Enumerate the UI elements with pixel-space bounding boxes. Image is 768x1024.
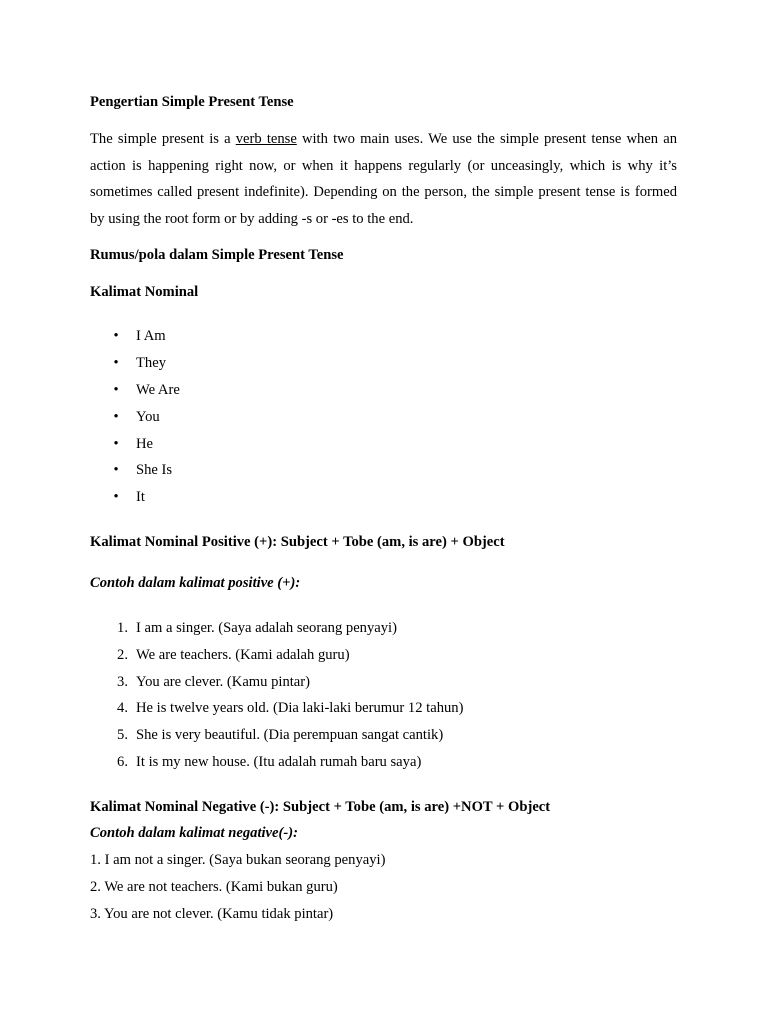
heading-kalimat-nominal: Kalimat Nominal (90, 284, 199, 300)
bullet-icon: • (113, 436, 119, 452)
bullet-icon: • (113, 462, 119, 478)
intro-text-rest: with two main uses. We use the simple present tense when an action is happening right now, or when it happens regularly (or unceasingly, which is why it’s sometimes called present indefinite). Depending on the person, the simple present tense is formed by using the root form or by adding -s or -es to the end. (90, 131, 677, 228)
item-number: 6. (117, 754, 128, 770)
negative-examples-heading: Contoh dalam kalimat negative(-): (90, 825, 298, 841)
bullet-icon: • (113, 355, 119, 371)
positive-formula: Kalimat Nominal Positive (+): Subject + Tobe (am, is are) + Object (90, 534, 505, 550)
example-sentence: You are clever. (Kamu pintar) (136, 674, 310, 690)
pronoun-label: I Am (136, 328, 166, 344)
pronoun-label: He (136, 436, 154, 452)
example-sentence: I am a singer. (Saya adalah seorang penyayi) (136, 620, 397, 636)
verb-tense-link[interactable]: verb tense (235, 131, 297, 147)
item-number: 3. (117, 674, 128, 690)
example-sentence: It is my new house. (Itu adalah rumah baru saya) (136, 754, 422, 770)
list-item: 1. I am not a singer. (Saya bukan seorang penyayi) (90, 852, 386, 868)
bullet-icon: • (113, 409, 119, 425)
positive-examples-heading: Contoh dalam kalimat positive (+): (90, 575, 301, 591)
item-number: 5. (117, 727, 128, 743)
pronoun-label: They (136, 355, 166, 371)
item-number: 4. (117, 700, 128, 716)
intro-paragraph (90, 126, 677, 233)
pronoun-label: We Are (136, 382, 180, 398)
page-title: Pengertian Simple Present Tense (90, 94, 294, 110)
bullet-icon: • (113, 382, 119, 398)
pronoun-label: You (136, 409, 160, 425)
intro-text-start: The simple present is a (90, 131, 236, 147)
pronoun-label: It (136, 489, 145, 505)
item-number: 2. (117, 647, 128, 663)
heading-rumus: Rumus/pola dalam Simple Present Tense (90, 247, 344, 263)
example-sentence: He is twelve years old. (Dia laki-laki berumur 12 tahun) (136, 700, 464, 716)
list-item: 2. We are not teachers. (Kami bukan guru) (90, 879, 338, 895)
list-item: 3. You are not clever. (Kamu tidak pintar) (90, 906, 334, 922)
example-sentence: She is very beautiful. (Dia perempuan sangat cantik) (136, 727, 444, 743)
pronoun-label: She Is (136, 462, 173, 478)
example-sentence: We are teachers. (Kami adalah guru) (136, 647, 350, 663)
bullet-icon: • (113, 328, 119, 344)
negative-formula: Kalimat Nominal Negative (-): Subject + Tobe (am, is are) +NOT + Object (90, 799, 551, 815)
item-number: 1. (117, 620, 128, 636)
bullet-icon: • (113, 489, 119, 505)
